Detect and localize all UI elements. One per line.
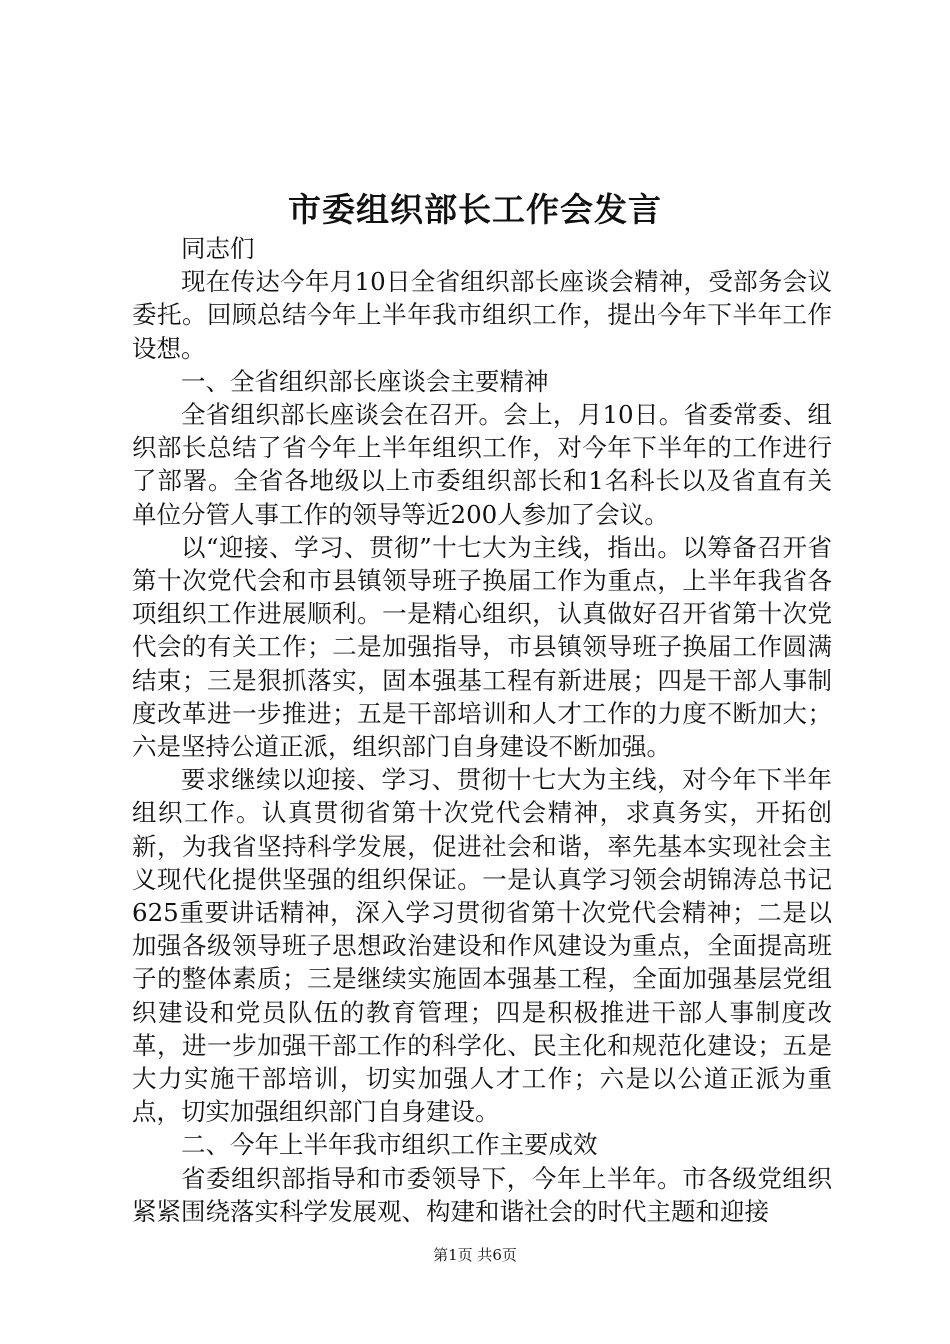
- document-body: [132, 232, 832, 1228]
- body-paragraph: 省委组织部指导和市委领导下，今年上半年。市各级党组织紧紧围绕落实科学发展观、构建和谐社会的时代主题和迎接: [132, 1163, 832, 1226]
- body-paragraph: 要求继续以迎接、学习、贯彻十七大为主线，对今年下半年组织工作。认真贯彻省第十次党代会精神，求真务实，开拓创新，为我省坚持科学发展，促进社会和谐，率先基本实现社会主义现代化提供坚强的组织保证。一是认真学习领会胡锦涛总书记625重要讲话精神，深入学习贯彻省第十次党代会精神；二是以加强各级领导班子思想政治建设和作风建设为重点，全面提高班子的整体素质；三是继续实施固本强基工程，全面加强基层党组织建设和党员队伍的教育管理；四是积极推进干部人事制度改革，进一步加强干部工作的科学化、民主化和规范化建设；五是大力实施干部培训，切实加强人才工作；六是以公道正派为重点，切实加强组织部门自身建设。: [132, 765, 832, 1127]
- page-footer: 第1页 共6页: [433, 1246, 517, 1264]
- section-heading-1: 一、全省组织部长座谈会主要精神: [181, 366, 549, 396]
- document-title: 市委组织部长工作会发言: [288, 190, 662, 229]
- salutation-paragraph: 同志们: [181, 234, 255, 263]
- intro-paragraph: 现在传达今年月10日全省组织部长座谈会精神，受部务会议委托。回顾总结今年上半年我市组织工作，提出今年下半年工作设想。: [132, 267, 832, 363]
- body-paragraph: 以“迎接、学习、贯彻”十七大为主线，指出。以筹备召开省第十次党代会和市县镇领导班子换届工作为重点，上半年我省各项组织工作进展顺利。一是精心组织，认真做好召开省第十次党代会的有关工作；二是加强指导，市县镇领导班子换届工作圆满结束；三是狠抓落实，固本强基工程有新进展；四是干部人事制度改革进一步推进；五是干部培训和人才工作的力度不断加大；六是坚持公道正派，组织部门自身建设不断加强。: [132, 532, 832, 762]
- body-paragraph: 全省组织部长座谈会在召开。会上，月10日。省委常委、组织部长总结了省今年上半年组织工作，对今年下半年的工作进行了部署。全省各地级以上市委组织部长和1名科长以及省直有关单位分管人事工作的领导等近200人参加了会议。: [132, 400, 832, 529]
- section-heading-2: 二、今年上半年我市组织工作主要成效: [181, 1130, 598, 1160]
